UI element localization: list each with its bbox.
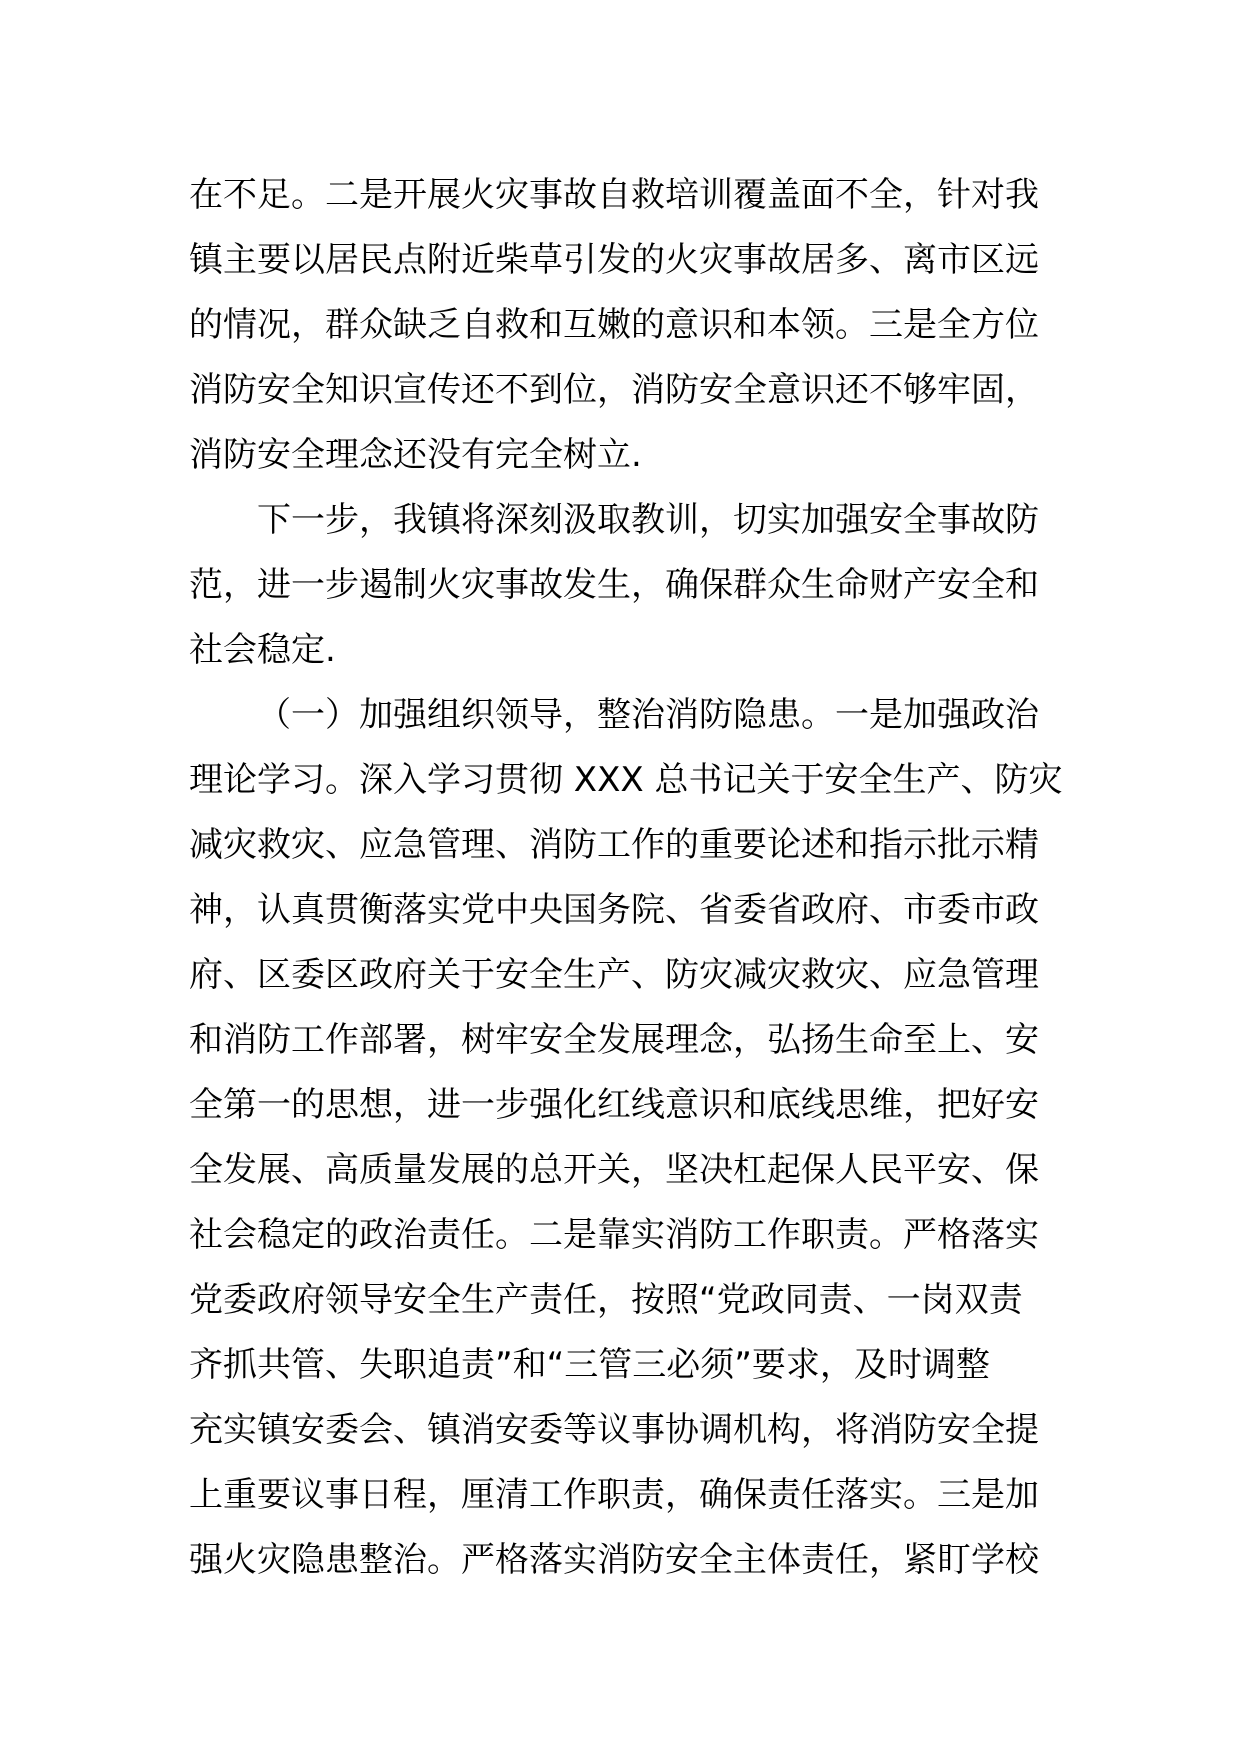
text-line: 全第一的思想，进一步强化红线意识和底线思维，把好安: [189, 1085, 1039, 1125]
text-line: 府、区委区政府关于安全生产、防灾减灾救灾、应急管理: [189, 955, 1039, 995]
text-line: 减灾救灾、应急管理、消防工作的重要论述和指示批示精: [189, 825, 1039, 865]
section-heading-line: （一）加强组织领导，整治消防隐患。一是加强政治: [257, 695, 1039, 735]
text-line: 消防安全知识宣传还不到位，消防安全意识还不够牢固，: [189, 370, 1039, 410]
text-line: 范，进一步遏制火灾事故发生，确保群众生命财产安全和: [189, 565, 1039, 605]
text-line: 神，认真贯衡落实党中央国务院、省委省政府、市委市政: [189, 890, 1039, 930]
text-line: 全发展、高质量发展的总开关，坚决杠起保人民平安、保: [189, 1150, 1039, 1190]
text-line: 理论学习。深入学习贯彻 XXX 总书记关于安全生产、防灾: [189, 760, 1063, 800]
text-line: 齐抓共管、失职追责”和“三管三必须”要求，及时调整: [189, 1345, 990, 1385]
text-line: 社会稳定的政治责任。二是靠实消防工作职责。严格落实: [189, 1215, 1039, 1255]
document-body: [189, 163, 1063, 1593]
text-line: 充实镇安委会、镇消安委等议事协调机构，将消防安全提: [189, 1410, 1039, 1450]
text-line: 在不足。二是开展火灾事故自救培训覆盖面不全，针对我: [189, 175, 1039, 215]
text-line: 镇主要以居民点附近柴草引发的火灾事故居多、离市区远: [189, 240, 1039, 280]
text-line: 党委政府领导安全生产责任，按照“党政同责、一岗双责: [189, 1280, 1023, 1320]
text-line: 和消防工作部署，树牢安全发展理念，弘扬生命至上、安: [189, 1020, 1039, 1060]
text-line: 上重要议事日程，厘清工作职责，确保责任落实。三是加: [189, 1475, 1039, 1515]
paragraph-first-line: 下一步，我镇将深刻汲取教训，切实加强安全事故防: [257, 500, 1039, 540]
text-line: 消防安全理念还没有完全树立.: [189, 435, 642, 475]
text-line: 社会稳定.: [189, 630, 336, 670]
text-line: 的情况，群众缺乏自救和互嫩的意识和本领。三是全方位: [189, 305, 1039, 345]
text-line: 强火灾隐患整治。严格落实消防安全主体责任，紧盯学校: [189, 1540, 1039, 1580]
